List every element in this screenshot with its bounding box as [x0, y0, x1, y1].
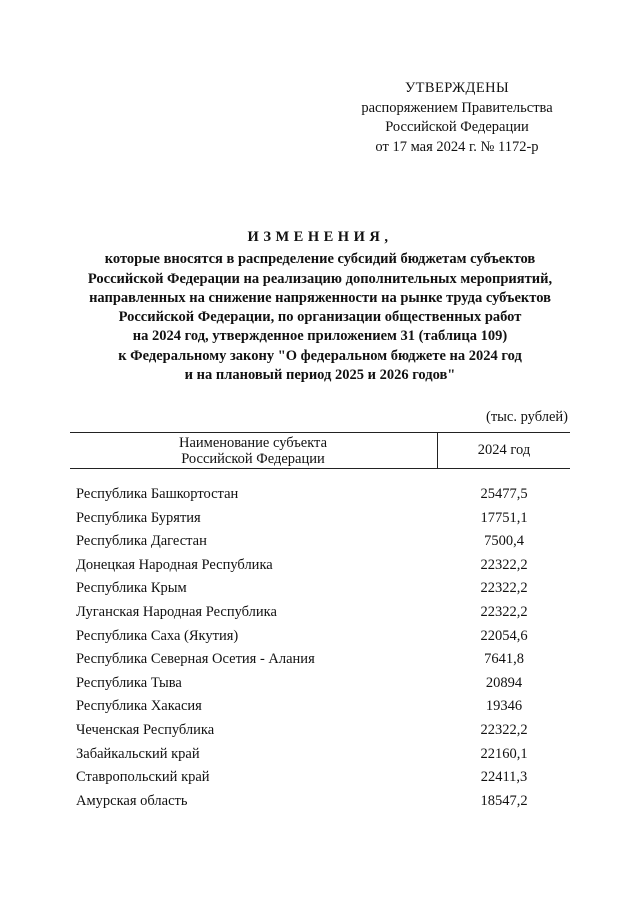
subtitle-line: Российской Федерации, по организации общественных работ	[118, 309, 522, 326]
subject-name: Республика Крым	[76, 580, 187, 597]
approval-line: распоряжением Правительства	[361, 99, 553, 116]
subsidy-value: 7641,8	[484, 651, 524, 668]
table-row	[0, 554, 640, 578]
table-row	[0, 530, 640, 554]
subtitle-line: к Федеральному закону "О федеральном бюджете на 2024 год	[118, 347, 522, 364]
subsidy-value: 22322,2	[480, 721, 528, 738]
subject-name: Республика Башкортостан	[76, 486, 239, 502]
subsidy-value: 25477,5	[480, 486, 528, 502]
subsidy-value: 22322,2	[480, 603, 528, 620]
approval-heading: УТВЕРЖДЕНЫ	[404, 80, 510, 96]
subject-name: Луганская Народная Республика	[76, 603, 277, 620]
header-subject-line: Российской Федерации	[181, 451, 325, 467]
approval-line: Российской Федерации	[385, 119, 529, 135]
subtitle-line: которые вносятся в распределение субсидий бюджетам субъектов	[104, 251, 536, 268]
subject-name: Республика Дагестан	[76, 533, 207, 550]
subsidy-value: 17751,1	[480, 509, 528, 526]
subject-name: Чеченская Республика	[76, 721, 215, 738]
header-subject-name	[70, 433, 436, 468]
header-year: 2024 год	[477, 442, 531, 458]
approval-date-line: от 17 мая 2024 г. № 1172-р	[375, 138, 539, 155]
subject-name: Республика Тыва	[76, 674, 182, 691]
subsidy-value: 18547,2	[480, 792, 528, 809]
subject-name: Амурская область	[76, 792, 188, 809]
subject-name: Республика Северная Осетия - Алания	[76, 651, 315, 668]
table-row	[0, 695, 640, 719]
subtitle-line: направленных на снижение напряженности на рынке труда субъектов	[89, 289, 551, 306]
table-row	[0, 648, 640, 672]
units-label: (тыс. рублей)	[486, 409, 568, 425]
approval-stamp	[340, 79, 574, 157]
table-header	[70, 432, 570, 469]
subject-name: Ставропольский край	[76, 769, 210, 786]
document-title-block	[40, 228, 600, 385]
subtitle-line: Российской Федерации на реализацию дополнительных мероприятий,	[87, 270, 553, 287]
table-row	[0, 601, 640, 625]
document-title: ИЗМЕНЕНИЯ,	[247, 229, 393, 245]
subsidy-value: 22411,3	[480, 769, 528, 786]
subsidy-value: 7500,4	[484, 533, 524, 550]
table-row	[0, 672, 640, 696]
table-row	[0, 719, 640, 743]
subject-name: Донецкая Народная Республика	[76, 556, 273, 573]
table-row	[0, 743, 640, 767]
subject-name: Забайкальский край	[76, 745, 200, 762]
subsidy-value: 19346	[485, 698, 523, 715]
subsidy-value: 22160,1	[480, 745, 528, 762]
table-row	[0, 766, 640, 790]
subject-name: Республика Бурятия	[76, 509, 201, 526]
subtitle-line: на 2024 год, утвержденное приложением 31 (таблица 109)	[132, 328, 508, 345]
table-row	[0, 577, 640, 601]
table-body	[0, 483, 640, 813]
subject-name: Республика Саха (Якутия)	[76, 627, 239, 644]
subsidy-value: 22054,6	[480, 627, 528, 644]
subsidy-value: 20894	[485, 674, 523, 691]
table-row	[0, 507, 640, 531]
table-row	[0, 483, 640, 507]
subsidy-value: 22322,2	[480, 556, 528, 573]
subsidy-value: 22322,2	[480, 580, 528, 597]
subject-name: Республика Хакасия	[76, 698, 202, 715]
table-row	[0, 625, 640, 649]
header-subject-line: Наименование субъекта	[178, 435, 328, 451]
table-row	[0, 790, 640, 814]
subtitle-line: и на плановый период 2025 и 2026 годов"	[184, 367, 456, 384]
